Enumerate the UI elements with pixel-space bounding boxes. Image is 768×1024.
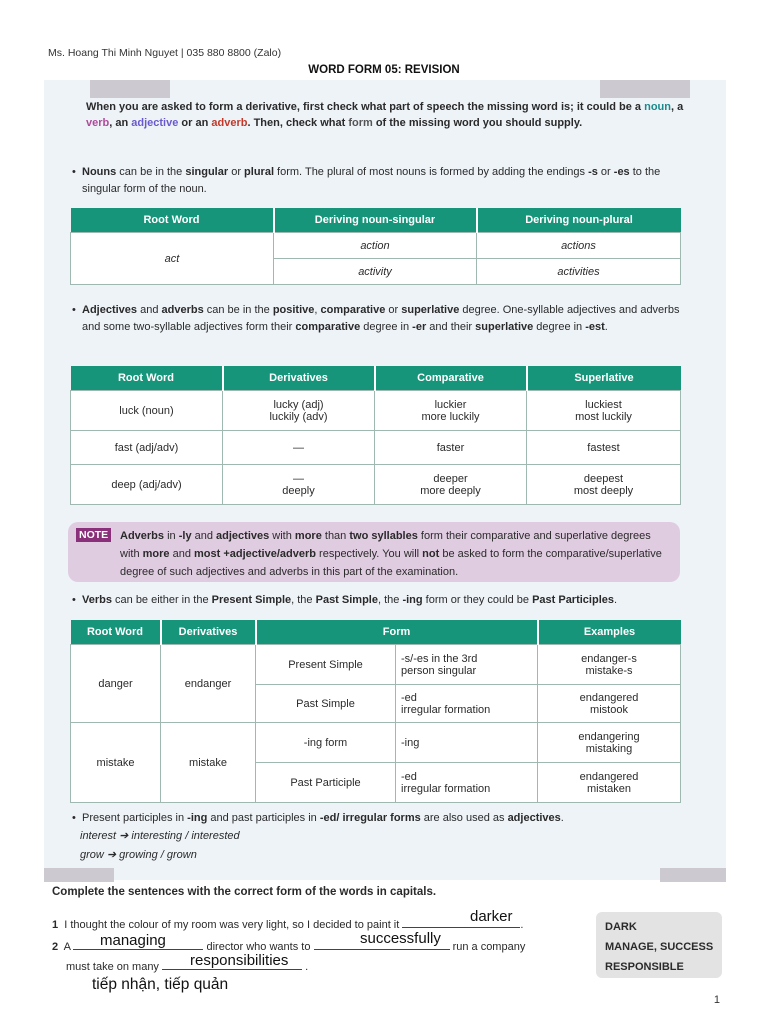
table-header: Comparative <box>375 366 527 391</box>
table-cell: — deeply <box>223 465 375 505</box>
table-cell: Present Simple <box>256 645 396 685</box>
table-cell: faster <box>375 431 527 465</box>
capital-word: DARK <box>605 921 637 933</box>
handwritten-answer: darker <box>470 908 513 925</box>
root-word-cell: danger <box>71 645 161 723</box>
table-cell: fastest <box>527 431 681 465</box>
exercise-instruction: Complete the sentences with the correct form of the words in capitals. <box>52 886 437 898</box>
handwritten-answer: managing <box>100 932 166 949</box>
table-cell: -ed irregular formation <box>396 763 538 803</box>
adjective-table <box>70 366 681 505</box>
handwritten-answer: responsibilities <box>190 952 289 969</box>
handwritten-answer: successfully <box>360 930 441 947</box>
table-cell: endangered mistaken <box>538 763 681 803</box>
table-cell: -ed irregular formation <box>396 685 538 723</box>
table-cell: luckiest most luckily <box>527 391 681 431</box>
participles-bullet: • Present participles in -ing and past participles in -ed/ irregular forms are also used as adjectives. <box>72 812 564 824</box>
table-cell: deeper more deeply <box>375 465 527 505</box>
nouns-bullet: • Nouns can be in the singular or plural form. The plural of most nouns is formed by adding the endings -s or -es to the singular form of the noun. <box>72 166 661 195</box>
table-cell: Past Participle <box>256 763 396 803</box>
capital-word: RESPONSIBLE <box>605 961 684 973</box>
table-header: Superlative <box>527 366 681 391</box>
table-cell: -ing <box>396 723 538 763</box>
page-number: 1 <box>713 994 720 1006</box>
table-cell: activity <box>274 259 477 285</box>
table-header: Derivatives <box>223 366 375 391</box>
table-header: Root Word <box>71 620 161 645</box>
document-title: WORD FORM 05: REVISION <box>308 64 460 76</box>
example-line: grow ➔ growing / grown <box>80 849 197 861</box>
table-cell: luck (noun) <box>71 391 223 431</box>
table-cell: luckier more luckily <box>375 391 527 431</box>
derivative-cell: endanger <box>161 645 256 723</box>
table-cell: fast (adj/adv) <box>71 431 223 465</box>
table-cell: -ing form <box>256 723 396 763</box>
verb-table <box>70 620 681 803</box>
table-header: Root Word <box>71 366 223 391</box>
table-header: Form <box>256 620 538 645</box>
note-badge: NOTE <box>76 528 111 542</box>
table-header: Derivatives <box>161 620 256 645</box>
question-1: 1 I thought the colour of my room was very light, so I decided to paint it . <box>52 916 523 931</box>
table-cell: deep (adj/adv) <box>71 465 223 505</box>
table-cell: lucky (adj) luckily (adv) <box>223 391 375 431</box>
intro-paragraph: When you are asked to form a derivative, first check what part of speech the missing word is; it could be a noun, a verb, an adjective or an adverb. Then, check what form of the missing word you should supply. <box>86 101 684 129</box>
table-cell: activities <box>477 259 681 285</box>
verbs-bullet: • Verbs can be either in the Present Simple, the Past Simple, the -ing form or they could be Past Participles. <box>72 594 618 606</box>
root-word-cell: act <box>71 233 274 285</box>
table-header: Examples <box>538 620 681 645</box>
adjectives-bullet: • Adjectives and adverbs can be in the positive, comparative or superlative degree. One-syllable adjectives and adverbs and some two-syllable adjectives form their comparative degree in -er and their superlative degree in -est. <box>72 304 680 333</box>
noun-table <box>70 208 681 285</box>
author-header: Ms. Hoang Thi Minh Nguyet | 035 880 8800 (Zalo) <box>48 47 282 59</box>
table-cell: — <box>223 431 375 465</box>
table-cell: actions <box>477 233 681 259</box>
table-cell: action <box>274 233 477 259</box>
table-cell: endanger-s mistake-s <box>538 645 681 685</box>
root-word-cell: mistake <box>71 723 161 803</box>
handwritten-note: tiếp nhận, tiếp quản <box>92 976 229 993</box>
table-header: Deriving noun-plural <box>477 208 681 233</box>
question-2: 2 A director who wants to run a company <box>52 938 525 953</box>
example-line: interest ➔ interesting / interested <box>80 830 240 842</box>
table-cell: endangering mistaking <box>538 723 681 763</box>
tape-strip <box>90 80 170 98</box>
table-header: Deriving noun-singular <box>274 208 477 233</box>
capital-word: MANAGE, SUCCESS <box>605 941 714 953</box>
tape-strip <box>600 80 690 98</box>
question-2-continued: must take on many . <box>66 958 308 973</box>
table-cell: endangered mistook <box>538 685 681 723</box>
derivative-cell: mistake <box>161 723 256 803</box>
table-cell: deepest most deeply <box>527 465 681 505</box>
table-header: Root Word <box>71 208 274 233</box>
note-text: Adverbs in -ly and adjectives with more than two syllables form their comparative and superlative degrees with more and most +adjective/adverb respectively. You will not be asked to form the comparative/superlative degree of such adjectives and adverbs in this part of the examination. <box>120 530 662 578</box>
table-cell: Past Simple <box>256 685 396 723</box>
table-cell: -s/-es in the 3rd person singular <box>396 645 538 685</box>
